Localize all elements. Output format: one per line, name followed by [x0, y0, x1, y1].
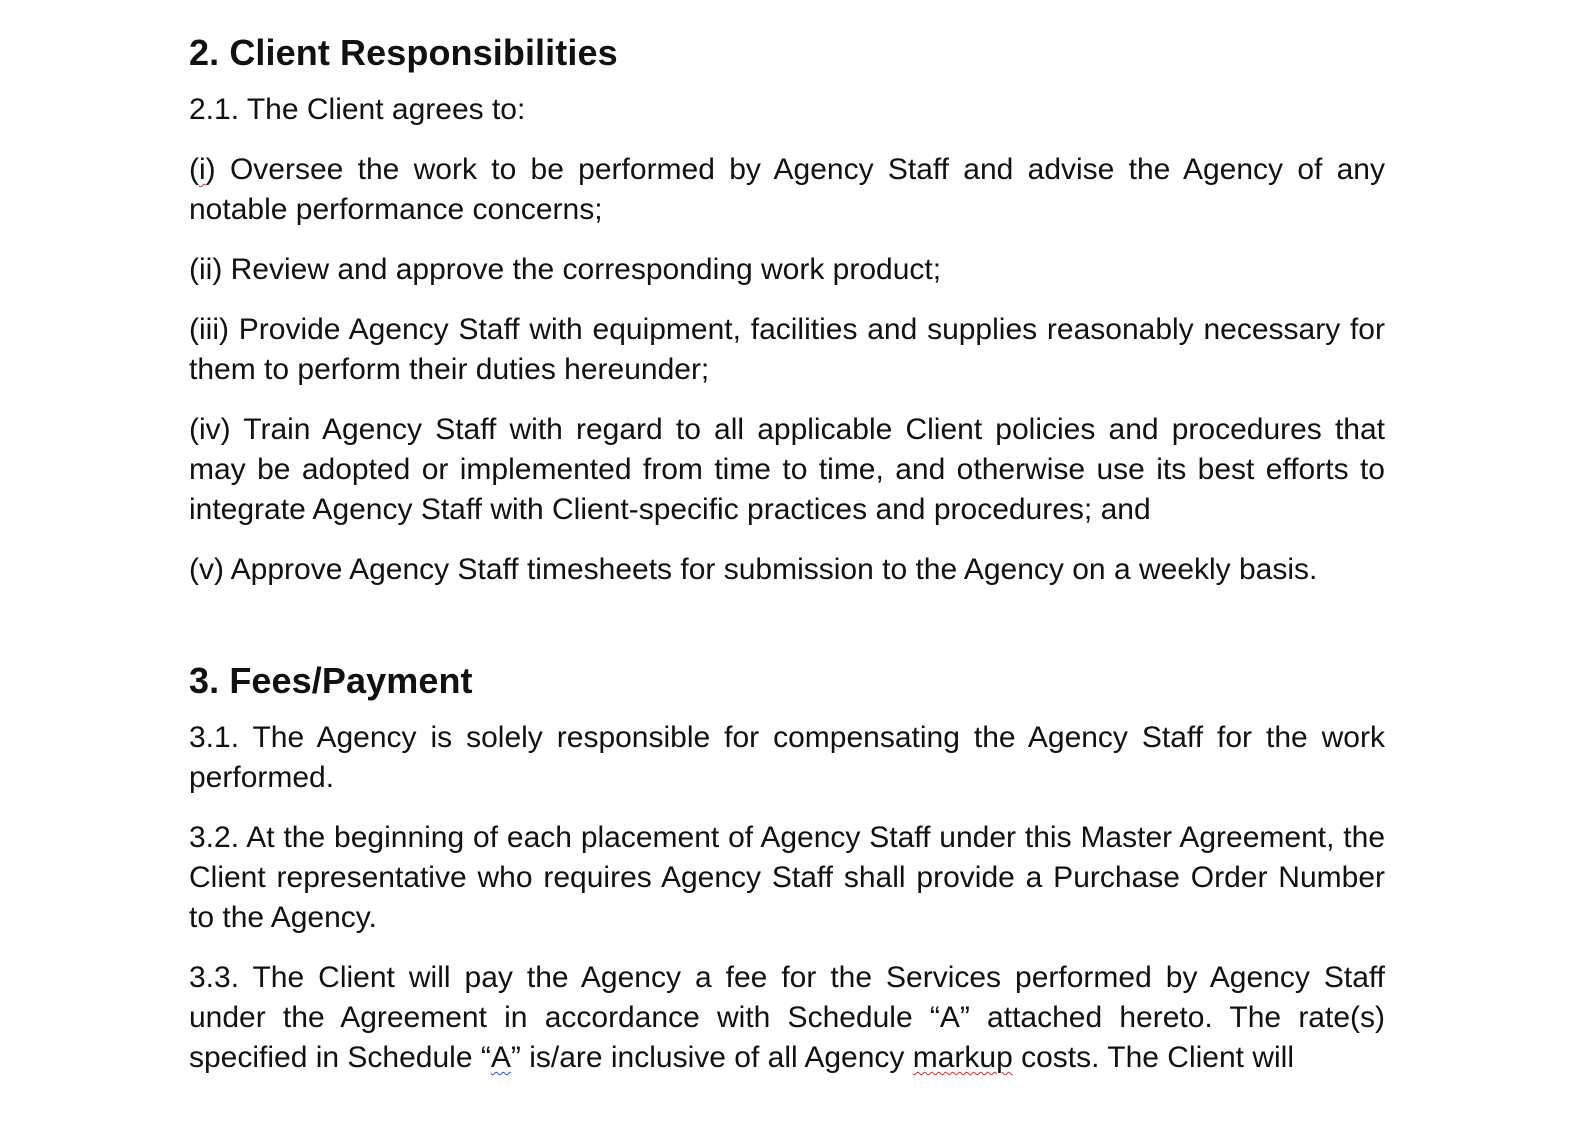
- clause-2-1-v: (v) Approve Agency Staff timesheets for submission to the Agency on a weekly basis.: [189, 553, 1318, 586]
- clause-2-1-iv: (iv) Train Agency Staff with regard to all applicable Client policies and procedures that may be adopted or implemented from time to time, and otherwise use its best efforts to integrate Agency Staff with Client-specific practices and procedures; and: [189, 413, 1385, 526]
- clause-3-1: 3.1. The Agency is solely responsible for compensating the Agency Staff for the work performed.: [189, 721, 1385, 794]
- section-3-heading: 3. Fees/Payment: [189, 660, 473, 701]
- clause-3-2: 3.2. At the beginning of each placement of Agency Staff under this Master Agreement, the Client representative who requires Agency Staff shall provide a Purchase Order Number to the Agency.: [189, 821, 1385, 934]
- clause-2-1: 2.1. The Client agrees to:: [189, 93, 526, 126]
- clause-2-1-i: [189, 150, 1385, 230]
- clause-3-3-part3: costs. The Client will: [1012, 1041, 1294, 1074]
- clause-2-1-ii: (ii) Review and approve the corresponding work product;: [189, 253, 942, 286]
- clause-2-1-i-text: Oversee the work to be performed by Agency Staff and advise the Agency of any notable performance concerns;: [189, 153, 1385, 226]
- clause-3-3-part1: 3.3. The Client will pay the Agency a fee for the Services performed by Agency Staff under the Agreement in accordance with Schedule “A” attached hereto. The rate(s) specified in Schedule “: [189, 961, 1385, 1074]
- spellcheck-i: i: [199, 153, 206, 186]
- section-2-heading: 2. Client Responsibilities: [189, 32, 618, 73]
- clause-3-3: [189, 958, 1385, 1078]
- clause-3-3-part2: ” is/are inclusive of all Agency: [510, 1041, 913, 1074]
- document-body: [189, 30, 1385, 1098]
- spellcheck-a: A: [490, 1041, 511, 1074]
- marker-i: (i): [189, 153, 216, 186]
- clause-2-1-iii: (iii) Provide Agency Staff with equipment, facilities and supplies reasonably necessary for them to perform their duties hereunder;: [189, 313, 1385, 386]
- spellcheck-markup: markup: [912, 1041, 1013, 1074]
